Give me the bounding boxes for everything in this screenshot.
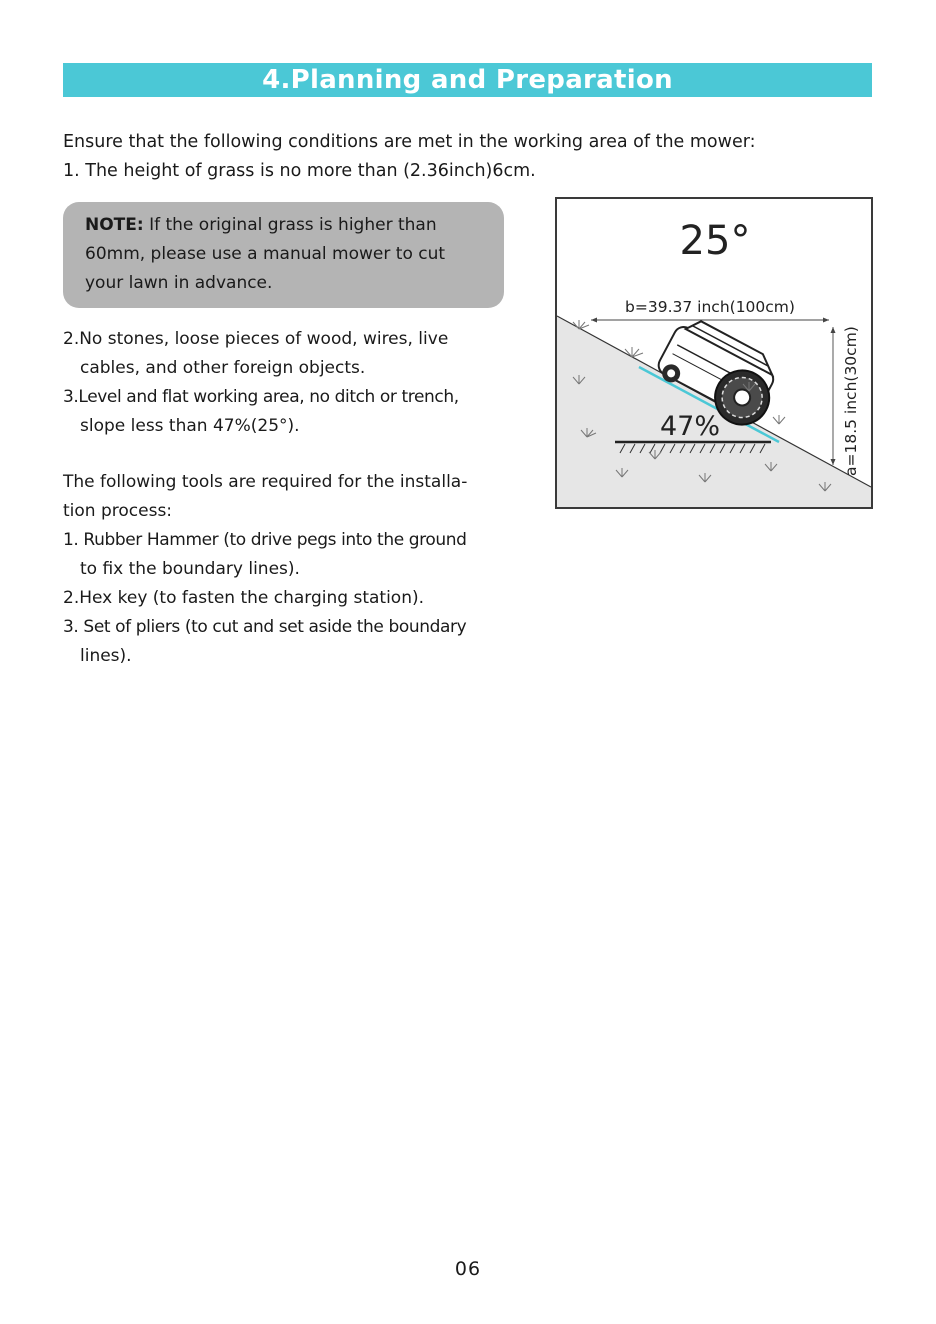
note-line: 60mm, please use a manual mower to cut bbox=[85, 244, 446, 264]
intro-line: Ensure that the following conditions are met in the working area of the mower: bbox=[63, 132, 756, 152]
tools-list bbox=[63, 468, 513, 671]
tool-item-2: 2.Hex key (to fasten the charging station). bbox=[63, 588, 425, 608]
note-line bbox=[85, 211, 488, 240]
tool-item-1-cont: to fix the boundary lines). bbox=[80, 559, 300, 579]
note-box bbox=[63, 202, 504, 308]
page-number: 06 bbox=[454, 1258, 482, 1280]
note-line: your lawn in advance. bbox=[85, 273, 273, 293]
note-label: NOTE: bbox=[85, 215, 144, 235]
tools-intro: The following tools are required for the installa- bbox=[63, 472, 468, 492]
condition-item-1: 1. The height of grass is no more than (2.36inch)6cm. bbox=[63, 161, 536, 181]
section-title: 4.Planning and Preparation bbox=[262, 65, 673, 95]
condition-item-2: 2.No stones, loose pieces of wood, wires, live bbox=[63, 329, 449, 349]
condition-item-3-cont: slope less than 47%(25°). bbox=[80, 416, 300, 436]
tools-intro-cont: tion process: bbox=[63, 501, 173, 521]
slope-illustration bbox=[557, 199, 871, 507]
ground-hatching bbox=[620, 444, 765, 453]
slope-diagram bbox=[555, 197, 873, 509]
horizontal-dimension-label: b=39.37 inch(100cm) bbox=[625, 298, 795, 316]
tool-item-3-cont: lines). bbox=[80, 646, 132, 666]
tool-item-3: 3. Set of pliers (to cut and set aside the boundary bbox=[63, 617, 467, 637]
condition-item-3: 3.Level and flat working area, no ditch or trench, bbox=[63, 387, 459, 407]
slope-percent-label: 47% bbox=[659, 411, 721, 442]
angle-label: 25° bbox=[679, 218, 751, 264]
vertical-dimension-label: a=18.5 inch(30cm) bbox=[842, 326, 860, 476]
condition-list bbox=[63, 325, 513, 441]
tool-item-1: 1. Rubber Hammer (to drive pegs into the ground bbox=[63, 530, 467, 550]
intro-text bbox=[63, 128, 883, 186]
condition-item-2-cont: cables, and other foreign objects. bbox=[80, 358, 366, 378]
note-text: If the original grass is higher than bbox=[143, 215, 437, 235]
section-header-bar bbox=[63, 63, 872, 97]
